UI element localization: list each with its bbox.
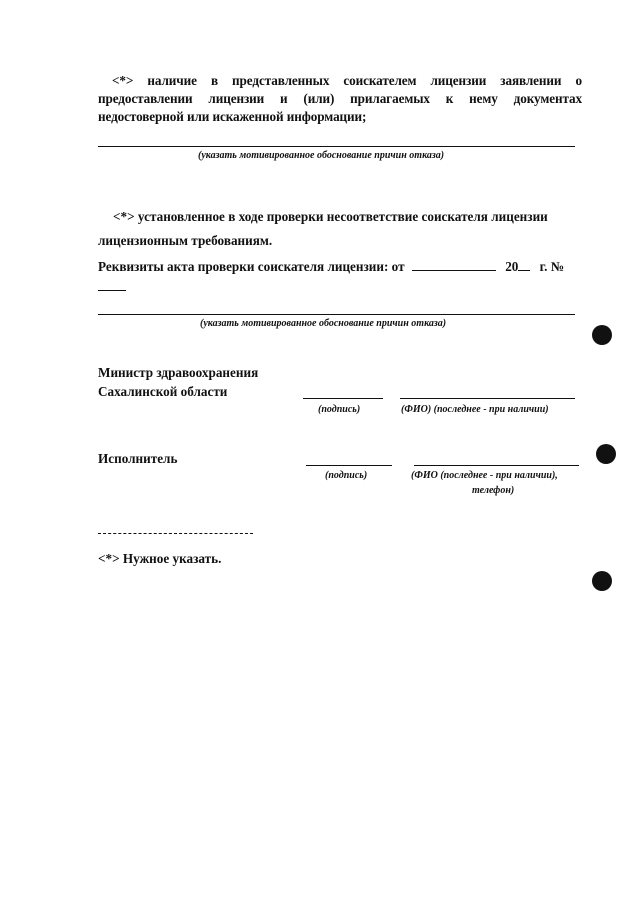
executor-label: Исполнитель	[98, 451, 178, 466]
minister-region: Сахалинской области	[98, 384, 228, 399]
footnote-divider	[98, 533, 253, 534]
minister-fio-line	[400, 398, 575, 399]
reason-caption-1: (указать мотивированное обоснование причин отказа)	[198, 150, 445, 161]
inspection-act-requisites	[98, 258, 582, 276]
binder-hole-1	[592, 325, 612, 345]
year-prefix: 20	[505, 259, 519, 274]
executor-fio-caption: (ФИО (последнее - при наличии),	[411, 470, 558, 481]
binder-hole-3	[592, 571, 612, 591]
year-blank	[518, 270, 530, 271]
requisites-label: Реквизиты акта проверки соискателя лицензии: от	[98, 259, 405, 274]
executor-fio-line	[414, 465, 579, 466]
date-blank	[412, 270, 496, 271]
reason-inaccurate-info: <*> наличие в представленных соискателем лицензии заявлении о предоставлении лицензии и (или) прилагаемых к нему документах недостоверной или искаженной информации;	[98, 73, 582, 124]
executor-sign-line	[306, 465, 392, 466]
reason-line-2	[98, 314, 575, 315]
number-blank-cont	[98, 290, 126, 291]
reason-line-1	[98, 146, 575, 147]
number-label: г. №	[539, 259, 565, 274]
minister-fio-caption: (ФИО) (последнее - при наличии)	[401, 404, 549, 415]
reason-noncompliance: <*> установленное в ходе проверки несоответствие соискателя лицензии	[113, 209, 548, 224]
minister-title: Министр здравоохранения	[98, 365, 259, 380]
executor-sign-caption: (подпись)	[325, 470, 368, 481]
reason-caption-2: (указать мотивированное обоснование причин отказа)	[200, 318, 447, 329]
footnote: <*> Нужное указать.	[98, 551, 222, 566]
binder-hole-2	[596, 444, 616, 464]
executor-phone-caption: телефон)	[472, 485, 515, 496]
minister-sign-line	[303, 398, 383, 399]
minister-sign-caption: (подпись)	[318, 404, 361, 415]
reason-noncompliance-cont: лицензионным требованиям.	[98, 233, 273, 248]
